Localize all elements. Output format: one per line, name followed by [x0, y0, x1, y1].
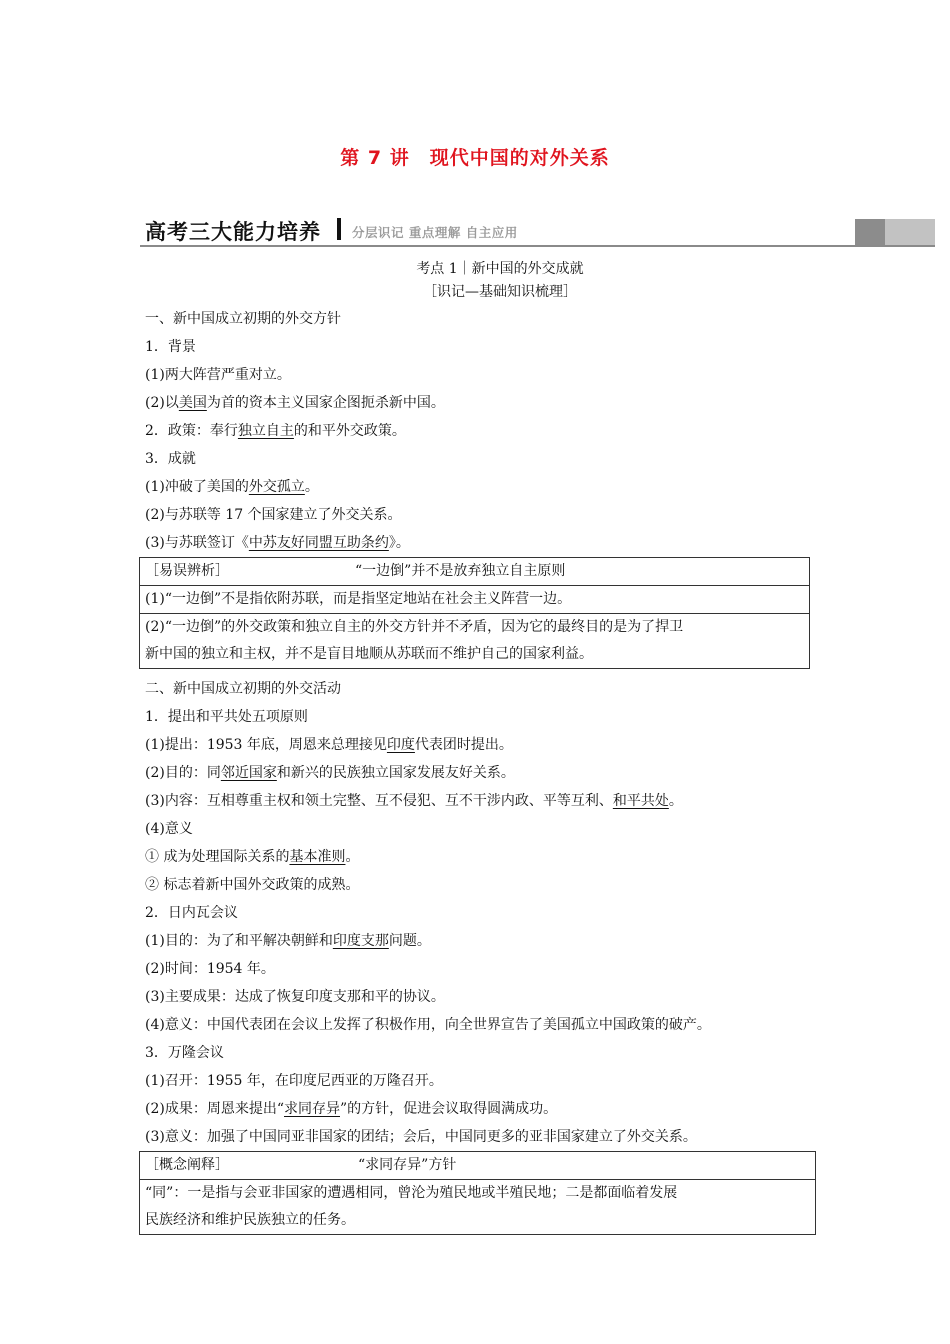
p1-item-4: (4)意义 — [145, 821, 193, 837]
p1-item-4-2: ② 标志着新中国外交政策的成熟。 — [145, 877, 360, 893]
ach-item-3: (3)与苏联签订《中苏友好同盟互助条约》。 — [145, 535, 410, 551]
p2-title: 2．日内瓦会议 — [145, 905, 238, 921]
box-line-1: (1)“一边倒”不是指依附苏联，而是指坚定地站在社会主义阵营一边。 — [140, 586, 809, 614]
banner-rule — [140, 245, 935, 247]
ach-item-1: (1)冲破了美国的外交孤立。 — [145, 479, 319, 495]
ach-item-2: (2)与苏联等 17 个国家建立了外交关系。 — [145, 507, 402, 523]
banner-title: 高考三大能力培养 — [145, 220, 321, 244]
bg-item-2: (2)以美国为首的资本主义国家企图扼杀新中国。 — [145, 395, 445, 411]
box-line-3: 新中国的独立和主权，并不是盲目地顺从苏联而不维护自己的国家利益。 — [145, 646, 593, 662]
key-term: 外交孤立 — [248, 479, 305, 495]
p3-item-2: (2)成果：周恩来提出“求同存异”的方针，促进会议取得圆满成功。 — [145, 1101, 558, 1117]
p3-item-1: (1)召开：1955 年，在印度尼西亚的万隆召开。 — [145, 1073, 443, 1089]
concept-box — [139, 1151, 816, 1235]
banner-block-dark — [855, 219, 885, 245]
key-term: 独立自主 — [237, 423, 294, 439]
key-term: 美国 — [178, 395, 207, 411]
p2-item-3: (3)主要成果：达成了恢复印度支那和平的协议。 — [145, 989, 445, 1005]
banner-block-light — [885, 219, 935, 245]
p2-item-2: (2)时间：1954 年。 — [145, 961, 275, 977]
p3-title: 3．万隆会议 — [145, 1045, 224, 1061]
p2-item-4: (4)意义：中国代表团在会议上发挥了积极作用，向全世界宣告了美国孤立中国政策的破产。 — [145, 1017, 711, 1033]
box-caption: “一边倒”并不是放弃独立自主原则 — [355, 563, 566, 579]
box-line-2: (2)“一边倒”的外交政策和独立自主的外交方针并不矛盾，因为它的最终目的是为了捍卫 — [145, 619, 684, 635]
box-header — [140, 1152, 815, 1180]
key-term: 中苏友好同盟互助条约 — [248, 535, 389, 551]
part2-heading: 二、新中国成立初期的外交活动 — [145, 681, 341, 697]
policy-line: 2．政策：奉行独立自主的和平外交政策。 — [145, 423, 406, 439]
ach-title: 3．成就 — [145, 451, 196, 467]
key-term: 基本准则 — [289, 849, 346, 865]
banner-subtitle: 分层识记 重点理解 自主应用 — [352, 225, 518, 240]
key-term: 求同存异 — [284, 1101, 340, 1117]
box-line-2: 民族经济和维护民族独立的任务。 — [145, 1212, 355, 1228]
key-term: 和平共处 — [612, 793, 669, 809]
key-term: 邻近国家 — [220, 765, 277, 781]
topic-heading: 考点 1｜新中国的外交成就 — [416, 261, 584, 277]
topic-subtitle: ［识记—基础知识梳理］ — [423, 284, 577, 300]
p3-item-3: (3)意义：加强了中国同亚非国家的团结；会后，中国同更多的亚非国家建立了外交关系。 — [145, 1129, 697, 1145]
p1-item-4-1: ① 成为处理国际关系的基本准则。 — [145, 849, 360, 865]
page-title: 第 7 讲 现代中国的对外关系 — [340, 147, 610, 169]
p1-item-3: (3)内容：互相尊重主权和领土完整、互不侵犯、互不干涉内政、平等互利、和平共处。 — [145, 793, 683, 809]
banner-divider — [337, 218, 341, 240]
key-term: 印度支那 — [332, 933, 389, 949]
bg-title: 1．背景 — [145, 339, 196, 355]
box-line-1: “同”：一是指与会亚非国家的遭遇相同，曾沦为殖民地或半殖民地；二是都面临着发展 — [145, 1185, 678, 1201]
document-body — [145, 255, 815, 1235]
box-tag: ［易误辨析］ — [145, 563, 229, 579]
box-tag: ［概念阐释］ — [145, 1157, 229, 1173]
p2-item-1: (1)目的：为了和平解决朝鲜和印度支那问题。 — [145, 933, 431, 949]
bg-item-1: (1)两大阵营严重对立。 — [145, 367, 291, 383]
p1-item-2: (2)目的：同邻近国家和新兴的民族独立国家发展友好关系。 — [145, 765, 515, 781]
p1-item-1: (1)提出：1953 年底，周恩来总理接见印度代表团时提出。 — [145, 737, 513, 753]
part1-heading: 一、新中国成立初期的外交方针 — [145, 311, 341, 327]
p1-title: 1．提出和平共处五项原则 — [145, 709, 308, 725]
section-banner — [140, 210, 935, 248]
misconception-box — [139, 557, 810, 669]
box-caption: “求同存异”方针 — [358, 1157, 457, 1173]
key-term: 印度 — [386, 737, 415, 753]
box-header — [140, 558, 809, 586]
